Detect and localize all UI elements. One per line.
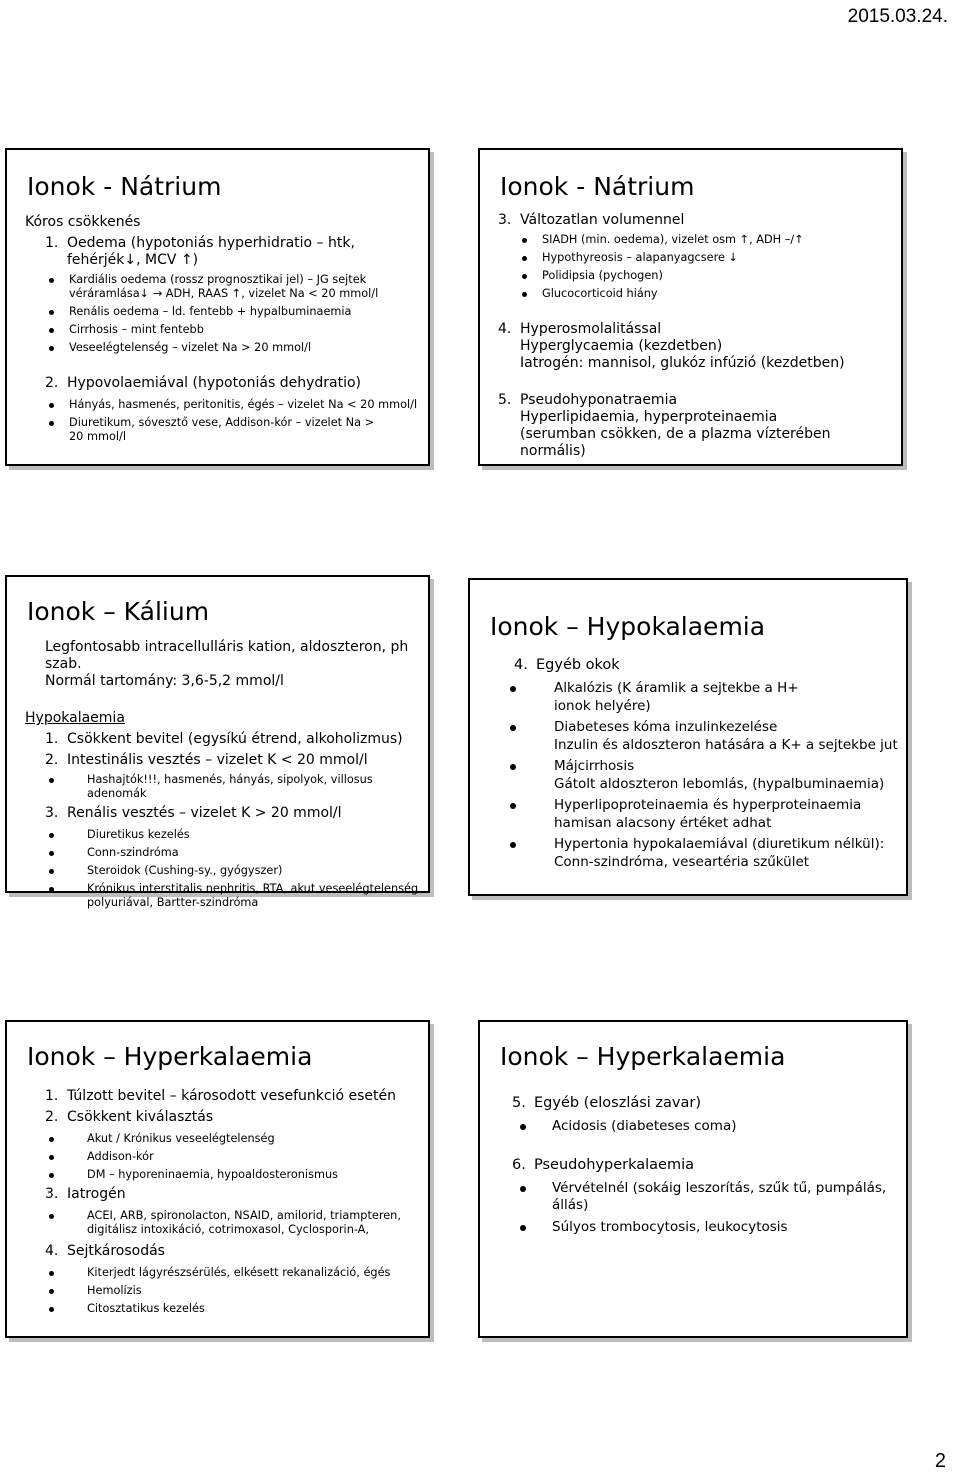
slide-hyperkalaemia-2 bbox=[478, 1020, 908, 1338]
list-item: Májcirrhosis Gátolt aldoszteron lebomlás, (hypalbuminaemia) bbox=[488, 758, 898, 793]
list-item: Hypothyreosis – alapanyagcsere ↓ bbox=[498, 251, 893, 265]
slide-title: Ionok – Hyperkalaemia bbox=[500, 1042, 786, 1071]
list-item: Cirrhosis – mint fentebb bbox=[25, 323, 420, 337]
slide-hyperkalaemia-1 bbox=[5, 1020, 430, 1338]
list-item: Renális oedema – ld. fentebb + hypalbuminaemia bbox=[25, 305, 420, 319]
list-item: Kiterjedt lágyrészsérülés, elkésett rekanalizáció, égés bbox=[25, 1266, 420, 1280]
slide-natrium-1 bbox=[5, 148, 430, 466]
list-item: Hashajtók!!!, hasmenés, hányás, sipolyok, villosus adenomák bbox=[25, 773, 420, 801]
list-item: Diabeteses kóma inzulinkezelése Inzulin és aldoszteron hatására a K+ a sejtekbe jut bbox=[488, 719, 898, 754]
numbered-item: 3. Iatrogén bbox=[45, 1186, 126, 1202]
slide-natrium-2 bbox=[478, 148, 903, 466]
list-item: Acidosis (diabeteses coma) bbox=[498, 1118, 898, 1136]
list-item: SIADH (min. oedema), vizelet osm ↑, ADH –/↑ bbox=[498, 233, 893, 247]
list-item: Steroidok (Cushing-sy., gyógyszer) bbox=[25, 864, 420, 878]
text-line: Normál tartomány: 3,6-5,2 mmol/l bbox=[45, 673, 284, 689]
print-date: 2015.03.24. bbox=[847, 6, 948, 27]
slide-title: Ionok – Kálium bbox=[27, 597, 210, 626]
list-item: Glucocorticoid hiány bbox=[498, 287, 893, 301]
numbered-item: 4. Hyperosmolalitással bbox=[498, 321, 662, 337]
numbered-item: 3. Változatlan volumennel bbox=[498, 212, 685, 228]
numbered-item: 2. Hypovolaemiával (hypotoniás dehydratio) bbox=[45, 375, 362, 391]
slide-title: Ionok - Nátrium bbox=[500, 172, 695, 201]
list-item: ACEI, ARB, spironolacton, NSAID, amilorid, triampteren, digitálisz intoxikáció, cotrimoxasol, Cyclosporin-A, bbox=[25, 1209, 420, 1237]
numbered-item: 1. Túlzott bevitel – károsodott vesefunkció esetén bbox=[45, 1088, 396, 1104]
list-item: Súlyos trombocytosis, leukocytosis bbox=[498, 1219, 898, 1237]
list-item: Citosztatikus kezelés bbox=[25, 1302, 420, 1316]
slide-title: Ionok – Hyperkalaemia bbox=[27, 1042, 313, 1071]
list-item: Hányás, hasmenés, peritonitis, égés – vizelet Na < 20 mmol/l bbox=[25, 398, 420, 412]
list-item: Kardiális oedema (rossz prognosztikai jel) – JG sejtek véráramlása↓ → ADH, RAAS ↑, vizelet Na < 20 mmol/l bbox=[25, 273, 420, 301]
slide-hypokalaemia bbox=[468, 578, 908, 896]
numbered-item: 3. Renális vesztés – vizelet K > 20 mmol/l bbox=[45, 805, 342, 821]
text-line: Iatrogén: mannisol, glukóz infúzió (kezdetben) bbox=[520, 355, 845, 371]
list-item: Alkalózis (K áramlik a sejtekbe a H+ ionok helyére) bbox=[488, 680, 898, 715]
numbered-item: 2. Intestinális vesztés – vizelet K < 20 mmol/l bbox=[45, 752, 368, 768]
numbered-item: 1. Oedema (hypotoniás hyperhidratio – htk, fehérjék↓, MCV ↑) bbox=[45, 235, 355, 268]
numbered-item: 4. Egyéb okok bbox=[514, 657, 620, 673]
list-item: Diuretikus kezelés bbox=[25, 828, 420, 842]
list-item: Diuretikum, sóvesztő vese, Addison-kór – vizelet Na > 20 mmol/l bbox=[25, 416, 420, 444]
list-item: Polidipsia (pychogen) bbox=[498, 269, 893, 283]
list-item: DM – hyporeninaemia, hypoaldosteronismus bbox=[25, 1168, 420, 1182]
slide-title: Ionok - Nátrium bbox=[27, 172, 222, 201]
list-item: Conn-szindróma bbox=[25, 846, 420, 860]
section-heading: Kóros csökkenés bbox=[25, 214, 141, 230]
numbered-item: 2. Csökkent kiválasztás bbox=[45, 1109, 214, 1125]
list-item: Veseelégtelenség – vizelet Na > 20 mmol/l bbox=[25, 341, 420, 355]
numbered-item: 5. Pseudohyponatraemia bbox=[498, 392, 678, 408]
numbered-item: 1. Csökkent bevitel (egysíkú étrend, alkoholizmus) bbox=[45, 731, 403, 747]
list-item: Addison-kór bbox=[25, 1150, 420, 1164]
slide-title: Ionok – Hypokalaemia bbox=[490, 612, 766, 641]
text-line: Hyperlipidaemia, hyperproteinaemia (serumban csökken, de a plazma vízterében normális) bbox=[520, 409, 831, 459]
list-item: Akut / Krónikus veseelégtelenség bbox=[25, 1132, 420, 1146]
list-item: Vérvételnél (sokáig leszorítás, szűk tű, pumpálás, állás) bbox=[498, 1180, 898, 1215]
list-item: Hypertonia hypokalaemiával (diuretikum nélkül): Conn-szindróma, veseartéria szűkület bbox=[488, 836, 898, 871]
slide-kalium bbox=[5, 575, 430, 909]
subheading: Hypokalaemia bbox=[25, 710, 125, 726]
list-item: Hyperlipoproteinaemia és hyperproteinaemia hamisan alacsony értéket adhat bbox=[488, 797, 898, 832]
list-item: Krónikus interstitalis nephritis, RTA, akut veseelégtelenség polyuriával, Bartter-szindróma bbox=[25, 882, 420, 910]
text-line: Legfontosabb intracellulláris kation, aldoszteron, ph szab. bbox=[45, 639, 409, 672]
page-number: 2 bbox=[934, 1450, 946, 1472]
list-item: Hemolízis bbox=[25, 1284, 420, 1298]
numbered-item: 4. Sejtkárosodás bbox=[45, 1243, 165, 1259]
numbered-item: 5. Egyéb (eloszlási zavar) bbox=[512, 1095, 702, 1111]
text-line: Hyperglycaemia (kezdetben) bbox=[520, 338, 723, 354]
numbered-item: 6. Pseudohyperkalaemia bbox=[512, 1156, 694, 1173]
